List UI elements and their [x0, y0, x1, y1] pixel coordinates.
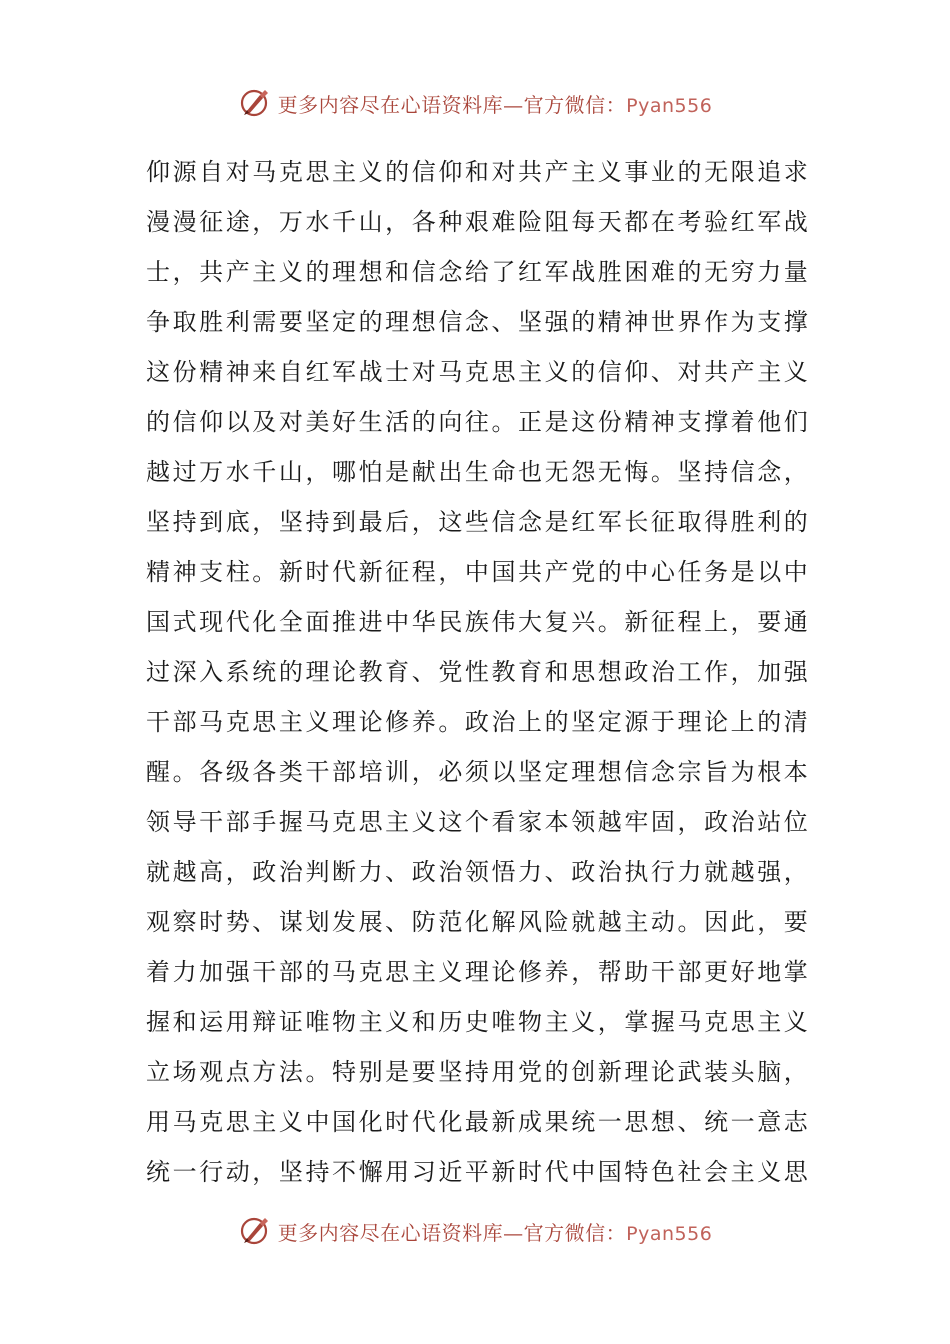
- pen-logo-icon: [238, 1214, 272, 1248]
- body-line: 着力加强干部的马克思主义理论修养，帮助干部更好地掌: [146, 958, 810, 986]
- header-banner-label: 官方微信：: [523, 92, 627, 117]
- body-line: 这份精神来自红军战士对马克思主义的信仰、对共产主义: [146, 358, 810, 386]
- body-line: 坚持到底，坚持到最后，这些信念是红军长征取得胜利的: [146, 508, 810, 536]
- footer-wechat-id: Pyan556: [626, 1222, 713, 1245]
- body-line: 精神支柱。新时代新征程，中国共产党的中心任务是以中: [146, 558, 810, 586]
- body-line: 争取胜利需要坚定的理想信念、坚强的精神世界作为支撑: [146, 308, 810, 336]
- footer-banner: [0, 1212, 950, 1250]
- body-line: 醒。各级各类干部培训，必须以坚定理想信念宗旨为根本: [146, 758, 810, 786]
- document-body: [146, 147, 810, 1197]
- footer-banner-main: 更多内容尽在心语资料库: [277, 1220, 504, 1245]
- body-line: 的信仰以及对美好生活的向往。正是这份精神支撑着他们: [146, 408, 810, 436]
- body-line: 士，共产主义的理想和信念给了红军战胜困难的无穷力量: [146, 258, 810, 286]
- body-line: 就越高，政治判断力、政治领悟力、政治执行力就越强，: [146, 858, 810, 886]
- body-line: 用马克思主义中国化时代化最新成果统一思想、统一意志: [146, 1108, 810, 1136]
- body-line: 国式现代化全面推进中华民族伟大复兴。新征程上，要通: [146, 608, 810, 636]
- header-banner-main: 更多内容尽在心语资料库: [277, 92, 504, 117]
- footer-banner-text: [278, 1217, 713, 1246]
- body-line: 干部马克思主义理论修养。政治上的坚定源于理论上的清: [146, 708, 810, 736]
- body-line: 观察时势、谋划发展、防范化解风险就越主动。因此，要: [146, 908, 810, 936]
- body-line: 立场观点方法。特别是要坚持用党的创新理论武装头脑，: [146, 1058, 810, 1086]
- body-line: 仰源自对马克思主义的信仰和对共产主义事业的无限追求: [146, 158, 810, 186]
- body-line: 统一行动，坚持不懈用习近平新时代中国特色社会主义思: [146, 1158, 810, 1186]
- body-line: 过深入系统的理论教育、党性教育和思想政治工作，加强: [146, 658, 810, 686]
- body-line: 领导干部手握马克思主义这个看家本领越牢固，政治站位: [146, 808, 810, 836]
- body-line: 越过万水千山，哪怕是献出生命也无怨无悔。坚持信念，: [146, 458, 810, 486]
- pen-logo-icon: [238, 86, 272, 120]
- footer-banner-label: 官方微信：: [523, 1220, 627, 1245]
- header-wechat-id: Pyan556: [626, 94, 713, 117]
- body-line: 握和运用辩证唯物主义和历史唯物主义，掌握马克思主义: [146, 1008, 810, 1036]
- header-banner-separator: —: [503, 92, 524, 117]
- header-banner-text: [278, 89, 713, 118]
- header-banner: [0, 84, 950, 122]
- footer-banner-separator: —: [503, 1220, 524, 1245]
- body-line: 漫漫征途，万水千山，各种艰难险阻每天都在考验红军战: [146, 208, 810, 236]
